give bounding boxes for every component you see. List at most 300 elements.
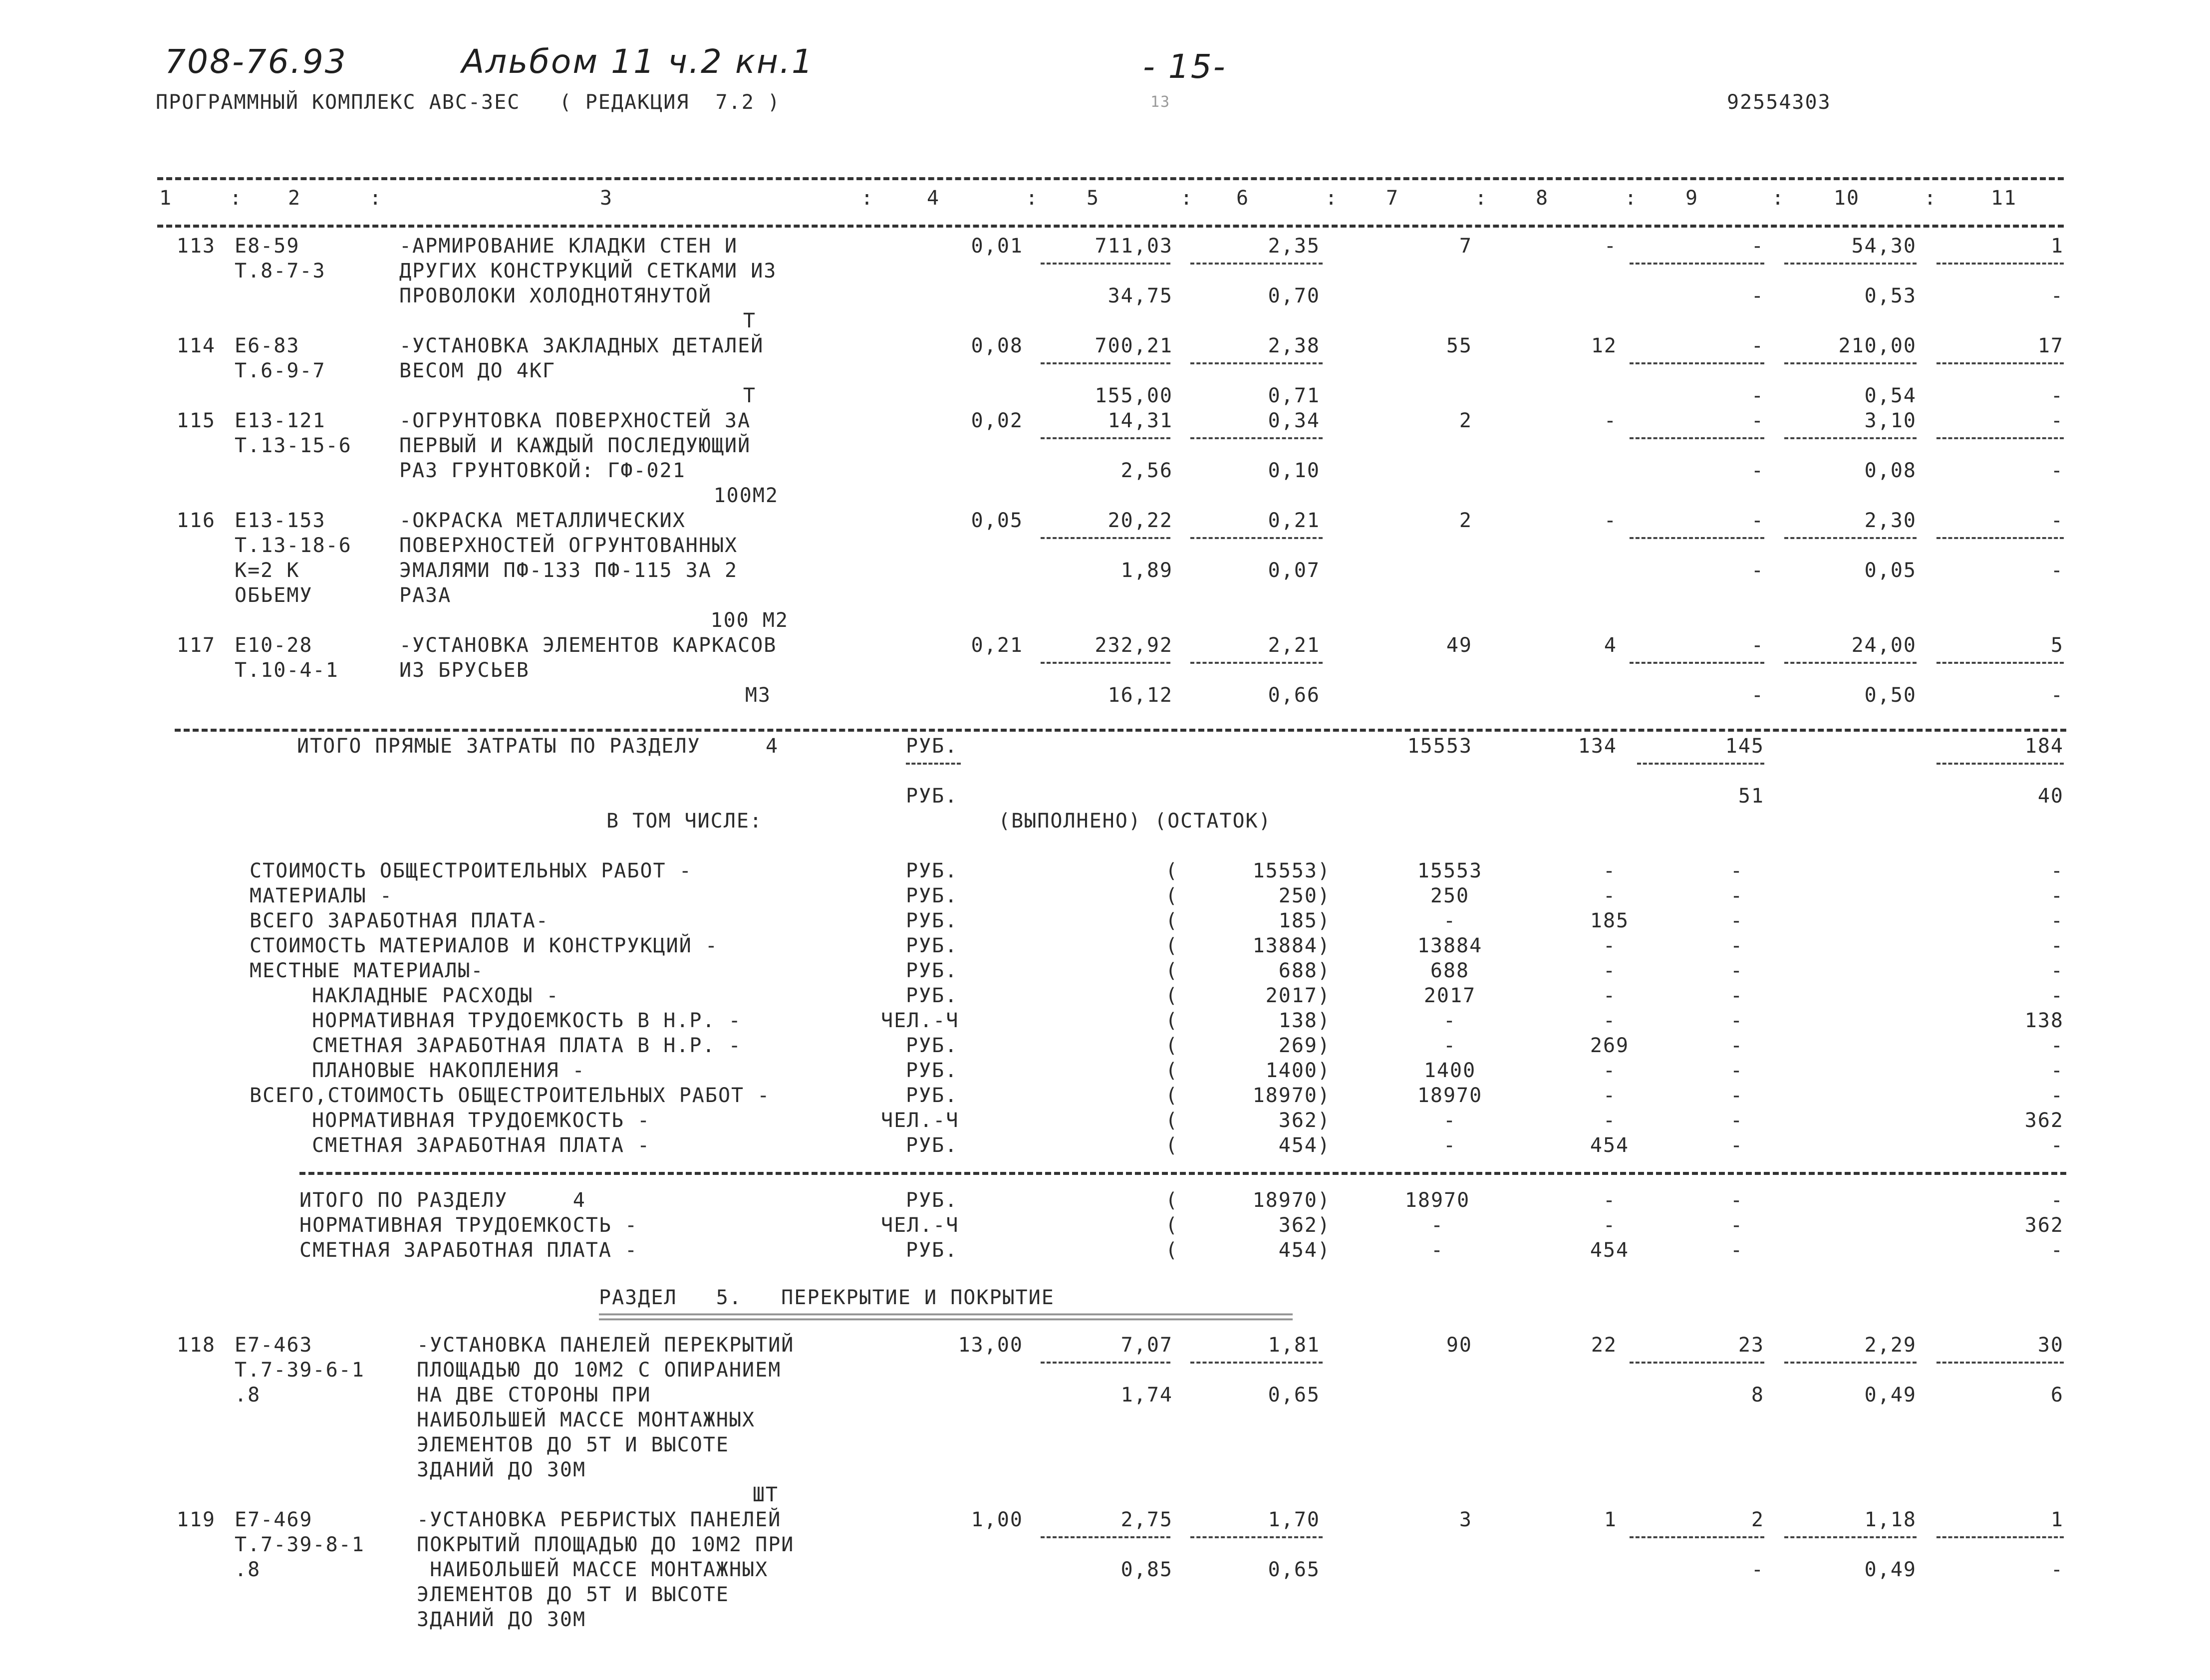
- value-c9-lower: -: [1751, 384, 1764, 407]
- summary-c9: -: [1730, 859, 1744, 882]
- bracket-close: ): [1318, 859, 1331, 882]
- value-c5: 232,92: [1095, 634, 1173, 657]
- item-code: .8: [235, 1384, 261, 1406]
- bracket-close: ): [1318, 1059, 1331, 1082]
- sub-divider: [1784, 263, 1917, 265]
- header-bottom-rule: [157, 225, 2064, 228]
- item-description: ДРУГИХ КОНСТРУКЦИЙ СЕТКАМИ ИЗ: [399, 260, 777, 282]
- total-c7: 18970: [1404, 1189, 1470, 1212]
- column-separator: :: [861, 187, 874, 210]
- summary-unit: РУБ.: [906, 959, 958, 982]
- sub-divider: [1630, 362, 1764, 364]
- totals-rule: [299, 1172, 2066, 1175]
- item-description: -АРМИРОВАНИЕ КЛАДКИ СТЕН И: [399, 235, 738, 258]
- item-description: ИЗ БРУСЬЕВ: [399, 659, 530, 682]
- value-c8: 12: [1591, 334, 1617, 357]
- sub-divider: [1190, 1536, 1323, 1538]
- summary-c9: -: [1730, 1059, 1744, 1082]
- item-description: РАЗ ГРУНТОВКОЙ: ГФ-021: [399, 459, 686, 482]
- summary-c11: -: [2050, 1059, 2064, 1082]
- including-note: (ВЫПОЛНЕНО) (ОСТАТОК): [998, 810, 1272, 833]
- item-number: 113: [176, 235, 216, 258]
- column-header-3: 3: [599, 187, 613, 210]
- item-description: РАЗА: [399, 584, 452, 607]
- sub-divider: [1936, 1536, 2064, 1538]
- summary-label: ВСЕГО ЗАРАБОТНАЯ ПЛАТА-: [250, 909, 549, 932]
- bracket-open: (: [1165, 1214, 1179, 1237]
- summary-c7: 13884: [1417, 934, 1483, 957]
- value-c11: 30: [2037, 1334, 2064, 1357]
- summary-c11: -: [2050, 959, 2064, 982]
- item-code: Е13-121: [235, 409, 326, 432]
- bracket-open: (: [1165, 1134, 1179, 1157]
- summary-c8: -: [1603, 959, 1617, 982]
- bracket-open: (: [1165, 1189, 1179, 1212]
- value-c10-lower: 0,53: [1864, 284, 1917, 307]
- value-c10: 2,30: [1864, 509, 1917, 532]
- total-c9: -: [1730, 1189, 1744, 1212]
- item-code: ОБЬЕМУ: [235, 584, 313, 607]
- summary-c7: 2017: [1423, 984, 1476, 1007]
- value-c5: 7,07: [1120, 1334, 1173, 1357]
- sub-divider: [1936, 763, 2064, 765]
- value-c9-lower: 8: [1751, 1384, 1764, 1406]
- value-c10-lower: 0,08: [1864, 459, 1917, 482]
- summary-c7: -: [1443, 1134, 1457, 1157]
- column-separator: :: [1625, 187, 1638, 210]
- column-header-1: 1: [159, 187, 173, 210]
- direct-costs-c11-lower: 40: [2037, 785, 2064, 808]
- value-c5-lower: 16,12: [1107, 684, 1173, 707]
- value-c6-lower: 0,65: [1268, 1384, 1320, 1406]
- value-c11-lower: 6: [2050, 1384, 2064, 1406]
- value-c6-lower: 0,07: [1268, 559, 1320, 582]
- total-done: 18970: [1252, 1189, 1318, 1212]
- quantity: 1,00: [971, 1508, 1023, 1531]
- direct-costs-c11: 184: [2024, 735, 2064, 758]
- item-description: ЭЛЕМЕНТОВ ДО 5Т И ВЫСОТЕ: [417, 1433, 729, 1456]
- doc-number: 92554303: [1727, 91, 1831, 114]
- item-description: ЗДАНИЙ ДО 30М: [417, 1608, 586, 1631]
- summary-c8: 185: [1590, 909, 1630, 932]
- item-code: .8: [235, 1558, 261, 1581]
- value-c6: 1,81: [1268, 1334, 1320, 1357]
- value-c7: 3: [1459, 1508, 1472, 1531]
- item-description: -УСТАНОВКА ЭЛЕМЕНТОВ КАРКАСОВ: [399, 634, 777, 657]
- sub-divider: [1630, 1536, 1764, 1538]
- value-c7: 49: [1446, 634, 1472, 657]
- total-c11: -: [2050, 1239, 2064, 1262]
- item-code: Е7-463: [235, 1334, 313, 1357]
- item-code: Е7-469: [235, 1508, 313, 1531]
- value-c5-lower: 1,89: [1120, 559, 1173, 582]
- bracket-close: ): [1318, 1009, 1331, 1032]
- value-c5-lower: 2,56: [1120, 459, 1173, 482]
- summary-c8: -: [1603, 934, 1617, 957]
- bracket-close: ): [1318, 959, 1331, 982]
- sub-divider: [1041, 662, 1170, 664]
- value-c7: 90: [1446, 1334, 1472, 1357]
- item-code: Т.7-39-8-1: [235, 1533, 365, 1556]
- total-c7: -: [1430, 1239, 1444, 1262]
- column-separator: :: [1924, 187, 1937, 210]
- summary-label: ПЛАНОВЫЕ НАКОПЛЕНИЯ -: [312, 1059, 585, 1082]
- summary-c9: -: [1730, 934, 1744, 957]
- value-c5: 2,75: [1120, 1508, 1173, 1531]
- sub-divider: [1190, 362, 1323, 364]
- item-code: Т.8-7-3: [235, 260, 326, 282]
- quantity: 0,02: [971, 409, 1023, 432]
- item-description: ПЕРВЫЙ И КАЖДЫЙ ПОСЛЕДУЮЩИЙ: [399, 434, 751, 457]
- value-c9-lower: -: [1751, 1558, 1764, 1581]
- sub-divider: [1041, 362, 1170, 364]
- value-c10: 210,00: [1838, 334, 1917, 357]
- bracket-open: (: [1165, 884, 1179, 907]
- summary-done: 688: [1278, 959, 1318, 982]
- total-c9: -: [1730, 1214, 1744, 1237]
- value-c7: 2: [1459, 509, 1472, 532]
- column-header-2: 2: [287, 187, 301, 210]
- bracket-close: ): [1318, 934, 1331, 957]
- item-number: 116: [176, 509, 216, 532]
- value-c8: 1: [1604, 1508, 1617, 1531]
- summary-c9: -: [1730, 1134, 1744, 1157]
- value-c9: -: [1751, 409, 1764, 432]
- summary-unit: РУБ.: [906, 1059, 958, 1082]
- value-c7: 55: [1446, 334, 1472, 357]
- summary-c11: 138: [2024, 1009, 2064, 1032]
- value-c6: 1,70: [1268, 1508, 1320, 1531]
- bracket-open: (: [1165, 959, 1179, 982]
- summary-c8: -: [1603, 1009, 1617, 1032]
- summary-done: 362: [1278, 1109, 1318, 1132]
- value-c9: -: [1751, 509, 1764, 532]
- total-c8: -: [1603, 1189, 1617, 1212]
- summary-done: 250: [1278, 884, 1318, 907]
- summary-c11: -: [2050, 884, 2064, 907]
- value-c9: -: [1751, 634, 1764, 657]
- summary-unit: РУБ.: [906, 1134, 958, 1157]
- value-c10-lower: 0,05: [1864, 559, 1917, 582]
- summary-unit: РУБ.: [906, 884, 958, 907]
- value-c5-lower: 155,00: [1095, 384, 1173, 407]
- summary-c11: -: [2050, 934, 2064, 957]
- summary-done: 454: [1278, 1134, 1318, 1157]
- unit-of-measure: М3: [745, 684, 771, 707]
- summary-label: МЕСТНЫЕ МАТЕРИАЛЫ-: [250, 959, 484, 982]
- value-c9: 23: [1738, 1334, 1764, 1357]
- summary-unit: РУБ.: [906, 984, 958, 1007]
- sub-divider: [1936, 662, 2064, 664]
- column-header-7: 7: [1385, 187, 1399, 210]
- value-c10: 3,10: [1864, 409, 1917, 432]
- item-description: -ОГРУНТОВКА ПОВЕРХНОСТЕЙ ЗА: [399, 409, 751, 432]
- unit-of-measure: 100 М2: [710, 609, 789, 632]
- value-c8: 4: [1604, 634, 1617, 657]
- summary-done: 1400: [1265, 1059, 1318, 1082]
- value-c6: 2,35: [1268, 235, 1320, 258]
- value-c11-lower: -: [2050, 1558, 2064, 1581]
- sub-divider: [1630, 662, 1764, 664]
- value-c11-lower: -: [2050, 284, 2064, 307]
- value-c10-lower: 0,49: [1864, 1384, 1917, 1406]
- section-underline: [599, 1319, 1293, 1320]
- value-c10-lower: 0,54: [1864, 384, 1917, 407]
- item-code: Е10-28: [235, 634, 313, 657]
- summary-unit: РУБ.: [906, 934, 958, 957]
- summary-unit: РУБ.: [906, 909, 958, 932]
- column-header-8: 8: [1535, 187, 1549, 210]
- summary-c8: -: [1603, 1059, 1617, 1082]
- column-separator: :: [1325, 187, 1339, 210]
- item-description: -УСТАНОВКА РЕБРИСТЫХ ПАНЕЛЕЙ: [417, 1508, 782, 1531]
- bracket-close: ): [1318, 1034, 1331, 1057]
- bracket-close: ): [1318, 984, 1331, 1007]
- value-c10-lower: 0,49: [1864, 1558, 1917, 1581]
- unit-of-measure: 100М2: [713, 484, 779, 507]
- column-header-4: 4: [926, 187, 940, 210]
- total-c11: 362: [2024, 1214, 2064, 1237]
- item-description: -ОКРАСКА МЕТАЛЛИЧЕСКИХ: [399, 509, 686, 532]
- summary-c9: -: [1730, 909, 1744, 932]
- value-c6: 2,21: [1268, 634, 1320, 657]
- unit-of-measure: Т: [743, 384, 756, 407]
- summary-c11: -: [2050, 984, 2064, 1007]
- unit-of-measure: Т: [743, 309, 756, 332]
- value-c10: 1,18: [1864, 1508, 1917, 1531]
- value-c9-lower: -: [1751, 284, 1764, 307]
- item-code: Т.6-9-7: [235, 359, 326, 382]
- summary-c9: -: [1730, 1009, 1744, 1032]
- summary-c11: 362: [2024, 1109, 2064, 1132]
- value-c8: -: [1604, 409, 1617, 432]
- bracket-open: (: [1165, 934, 1179, 957]
- value-c9: 2: [1751, 1508, 1764, 1531]
- total-done: 362: [1278, 1214, 1318, 1237]
- value-c6: 2,38: [1268, 334, 1320, 357]
- bracket-open: (: [1165, 1239, 1179, 1262]
- value-c8: -: [1604, 509, 1617, 532]
- value-c5-lower: 0,85: [1120, 1558, 1173, 1581]
- item-description: -УСТАНОВКА ПАНЕЛЕЙ ПЕРЕКРЫТИЙ: [417, 1334, 795, 1357]
- total-c7: -: [1430, 1214, 1444, 1237]
- summary-unit: РУБ.: [906, 859, 958, 882]
- bracket-close: ): [1318, 1134, 1331, 1157]
- item-description: ЗДАНИЙ ДО 30М: [417, 1458, 586, 1481]
- summary-c9: -: [1730, 984, 1744, 1007]
- item-description: НАИБОЛЬШЕЙ МАССЕ МОНТАЖНЫХ: [417, 1558, 769, 1581]
- summary-done: 138: [1278, 1009, 1318, 1032]
- column-separator: :: [369, 187, 383, 210]
- value-c11: -: [2050, 409, 2064, 432]
- value-c11-lower: -: [2050, 684, 2064, 707]
- value-c5: 14,31: [1107, 409, 1173, 432]
- summary-label: НОРМАТИВНАЯ ТРУДОЕМКОСТЬ -: [312, 1109, 651, 1132]
- sub-divider: [1041, 437, 1170, 439]
- sub-divider: [1041, 1362, 1170, 1364]
- summary-c9: -: [1730, 1084, 1744, 1107]
- bracket-close: ): [1318, 1189, 1331, 1212]
- direct-costs-total: 15553: [1407, 735, 1472, 758]
- total-c8: 454: [1590, 1239, 1630, 1262]
- summary-c8: -: [1603, 1084, 1617, 1107]
- summary-label: МАТЕРИАЛЫ -: [250, 884, 393, 907]
- value-c9: -: [1751, 334, 1764, 357]
- unit-rub: РУБ.: [906, 785, 958, 808]
- summary-label: СТОИМОСТЬ ОБЩЕСТРОИТЕЛЬНЫХ РАБОТ -: [250, 859, 692, 882]
- value-c6-lower: 0,10: [1268, 459, 1320, 482]
- quantity: 0,05: [971, 509, 1023, 532]
- sub-divider: [1190, 662, 1323, 664]
- column-separator: :: [1475, 187, 1488, 210]
- quantity: 13,00: [958, 1334, 1023, 1357]
- summary-label: НАКЛАДНЫЕ РАСХОДЫ -: [312, 984, 559, 1007]
- section-underline: [599, 1314, 1293, 1315]
- value-c9-lower: -: [1751, 459, 1764, 482]
- summary-done: 18970: [1252, 1084, 1318, 1107]
- value-c11-lower: -: [2050, 559, 2064, 582]
- summary-c7: 688: [1430, 959, 1470, 982]
- bracket-close: ): [1318, 1109, 1331, 1132]
- total-c8: -: [1603, 1214, 1617, 1237]
- summary-label: ВСЕГО,СТОИМОСТЬ ОБЩЕСТРОИТЕЛЬНЫХ РАБОТ -: [250, 1084, 771, 1107]
- sub-divider: [1936, 437, 2064, 439]
- value-c9: -: [1751, 235, 1764, 258]
- summary-c9: -: [1730, 884, 1744, 907]
- summary-c8: -: [1603, 859, 1617, 882]
- sub-divider: [906, 763, 961, 765]
- summary-c8: -: [1603, 1109, 1617, 1132]
- summary-done: 269: [1278, 1034, 1318, 1057]
- total-label: СМЕТНАЯ ЗАРАБОТНАЯ ПЛАТА -: [299, 1239, 638, 1262]
- handwritten-code: 708-76.93: [165, 42, 347, 81]
- total-unit: РУБ.: [906, 1189, 958, 1212]
- sub-divider: [1784, 1362, 1917, 1364]
- item-description: ПОКРЫТИЙ ПЛОЩАДЬЮ ДО 10М2 ПРИ: [417, 1533, 795, 1556]
- summary-label: НОРМАТИВНАЯ ТРУДОЕМКОСТЬ В Н.Р. -: [312, 1009, 742, 1032]
- summary-label: СМЕТНАЯ ЗАРАБОТНАЯ ПЛАТА -: [312, 1134, 651, 1157]
- unit-of-measure: ШТ: [752, 1483, 779, 1506]
- item-number: 118: [176, 1334, 216, 1357]
- direct-costs-label: ИТОГО ПРЯМЫЕ ЗАТРАТЫ ПО РАЗДЕЛУ 4: [297, 735, 779, 758]
- value-c8: 22: [1591, 1334, 1617, 1357]
- column-header-11: 11: [1990, 187, 2017, 210]
- sub-divider: [1637, 763, 1764, 765]
- value-c6-lower: 0,71: [1268, 384, 1320, 407]
- page-small: 13: [1150, 93, 1171, 111]
- summary-c11: -: [2050, 1034, 2064, 1057]
- column-header-10: 10: [1833, 187, 1860, 210]
- summary-c8: -: [1603, 884, 1617, 907]
- item-code: Т.10-4-1: [235, 659, 339, 682]
- section-title: РАЗДЕЛ 5. ПЕРЕКРЫТИЕ И ПОКРЫТИЕ: [599, 1286, 1055, 1309]
- direct-costs-c8: 134: [1578, 735, 1617, 758]
- value-c11-lower: -: [2050, 459, 2064, 482]
- summary-unit: РУБ.: [906, 1034, 958, 1057]
- value-c11: 5: [2050, 634, 2064, 657]
- summary-c7: 1400: [1423, 1059, 1476, 1082]
- sub-divider: [1190, 437, 1323, 439]
- value-c10: 54,30: [1851, 235, 1917, 258]
- bracket-close: ): [1318, 909, 1331, 932]
- summary-c9: -: [1730, 959, 1744, 982]
- summary-done: 185: [1278, 909, 1318, 932]
- summary-c11: -: [2050, 1084, 2064, 1107]
- bracket-close: ): [1318, 884, 1331, 907]
- total-unit: ЧЕЛ.-Ч: [881, 1214, 959, 1237]
- summary-c7: -: [1443, 1009, 1457, 1032]
- summary-c8: 269: [1590, 1034, 1630, 1057]
- value-c6-lower: 0,65: [1268, 1558, 1320, 1581]
- total-c11: -: [2050, 1189, 2064, 1212]
- value-c11: 17: [2037, 334, 2064, 357]
- total-c9: -: [1730, 1239, 1744, 1262]
- sub-divider: [1630, 263, 1764, 265]
- value-c6-lower: 0,66: [1268, 684, 1320, 707]
- sub-divider: [1784, 662, 1917, 664]
- sub-divider: [1190, 537, 1323, 539]
- column-header-5: 5: [1086, 187, 1100, 210]
- value-c11: -: [2050, 509, 2064, 532]
- total-label: ИТОГО ПО РАЗДЕЛУ 4: [299, 1189, 586, 1212]
- item-description: НА ДВЕ СТОРОНЫ ПРИ: [417, 1384, 651, 1406]
- item-code: К=2 К: [235, 559, 300, 582]
- direct-costs-c9-lower: 51: [1738, 785, 1764, 808]
- item-code: Т.13-15-6: [235, 434, 352, 457]
- total-unit: РУБ.: [906, 1239, 958, 1262]
- handwritten-album: Альбом 11 ч.2 кн.1: [462, 42, 814, 81]
- sub-divider: [1041, 263, 1170, 265]
- summary-c9: -: [1730, 1034, 1744, 1057]
- value-c6-lower: 0,70: [1268, 284, 1320, 307]
- quantity: 0,21: [971, 634, 1023, 657]
- item-description: ВЕСОМ ДО 4КГ: [399, 359, 555, 382]
- item-code: Е13-153: [235, 509, 326, 532]
- item-description: ПОВЕРХНОСТЕЙ ОГРУНТОВАННЫХ: [399, 534, 738, 557]
- value-c5-lower: 34,75: [1107, 284, 1173, 307]
- summary-done: 15553: [1252, 859, 1318, 882]
- handwritten-page: - 15-: [1143, 47, 1227, 86]
- summary-c11: -: [2050, 1134, 2064, 1157]
- sub-divider: [1784, 362, 1917, 364]
- summary-label: СМЕТНАЯ ЗАРАБОТНАЯ ПЛАТА В Н.Р. -: [312, 1034, 742, 1057]
- sub-divider: [1630, 437, 1764, 439]
- sub-divider: [1784, 537, 1917, 539]
- summary-c8: -: [1603, 984, 1617, 1007]
- value-c8: -: [1604, 235, 1617, 258]
- item-description: ПРОВОЛОКИ ХОЛОДНОТЯНУТОЙ: [399, 284, 712, 307]
- bracket-close: ): [1318, 1084, 1331, 1107]
- summary-unit: ЧЕЛ.-Ч: [881, 1109, 959, 1132]
- summary-done: 2017: [1265, 984, 1318, 1007]
- bracket-open: (: [1165, 859, 1179, 882]
- sub-divider: [1190, 263, 1323, 265]
- sub-divider: [1936, 1362, 2064, 1364]
- item-number: 115: [176, 409, 216, 432]
- sub-divider: [1784, 1536, 1917, 1538]
- item-code: Т.13-18-6: [235, 534, 352, 557]
- column-separator: :: [1772, 187, 1785, 210]
- summary-c7: 15553: [1417, 859, 1483, 882]
- column-separator: :: [1026, 187, 1039, 210]
- bracket-open: (: [1165, 1109, 1179, 1132]
- summary-c7: -: [1443, 909, 1457, 932]
- including-label: В ТОМ ЧИСЛЕ:: [606, 810, 763, 833]
- value-c10: 2,29: [1864, 1334, 1917, 1357]
- summary-c11: -: [2050, 909, 2064, 932]
- item-code: Е6-83: [235, 334, 300, 357]
- item-code: Е8-59: [235, 235, 300, 258]
